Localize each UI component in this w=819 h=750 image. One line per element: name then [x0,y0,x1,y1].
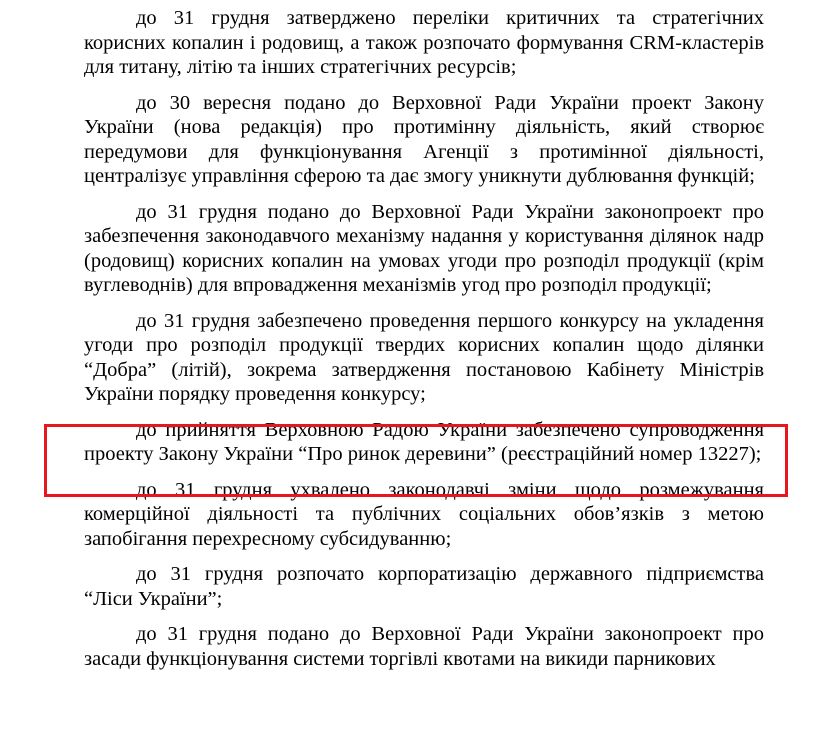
paragraph-dobra-tender: до 31 грудня забезпечено проведення першого конкурсу на укладення угоди про розподіл продукції твердих корисних копалин щодо ділянки “Добра” (літій), зокрема затвердження постановою Кабінету Міністрів України порядку проведення конкурсу; [84,309,764,405]
paragraph-mine-action-law: до 30 вересня подано до Верховної Ради України проект Закону України (нова редакція) про протимінну діяльність, який створює передумови для функціонування Агенції з протимінної діяльності, централізує управління сферою та дає змогу уникнути дублювання функцій; [84,91,764,187]
paragraph-crm-clusters: до 31 грудня затверджено переліки критичних та стратегічних корисних копалин і родовищ, а також розпочато формування CRM-кластерів для титану, літію та інших стратегічних ресурсів; [84,7,764,78]
paragraph-cross-subsidy: до 31 грудня ухвалено законодавчі зміни щодо розмежування комерційної діяльності та публічних соціальних обов’язків з метою запобігання перехресному субсидуванню; [84,478,764,550]
paragraph-timber-market-law: до прийняття Верховною Радою України забезпечено супроводження проекту Закону України “Про ринок деревини” (реєстраційний номер 13227); [84,418,764,465]
paragraph-subsoil-psa-bill: до 31 грудня подано до Верховної Ради України законопроект про забезпечення законодавчого механізму надання у користування ділянок надр (родовищ) корисних копалин на умовах угоди про розподіл продукції (крім вуглеводнів) для впровадження механізмів угод про розподіл продукції; [84,200,764,296]
document-body [84,6,764,682]
paragraph-forests-corporatization: до 31 грудня розпочато корпоратизацію державного підприємства “Ліси України”; [84,563,764,610]
paragraph-emissions-trading: до 31 грудня подано до Верховної Ради України законопроект про засади функціонування системи торгівлі квотами на викиди парникових [84,623,764,670]
